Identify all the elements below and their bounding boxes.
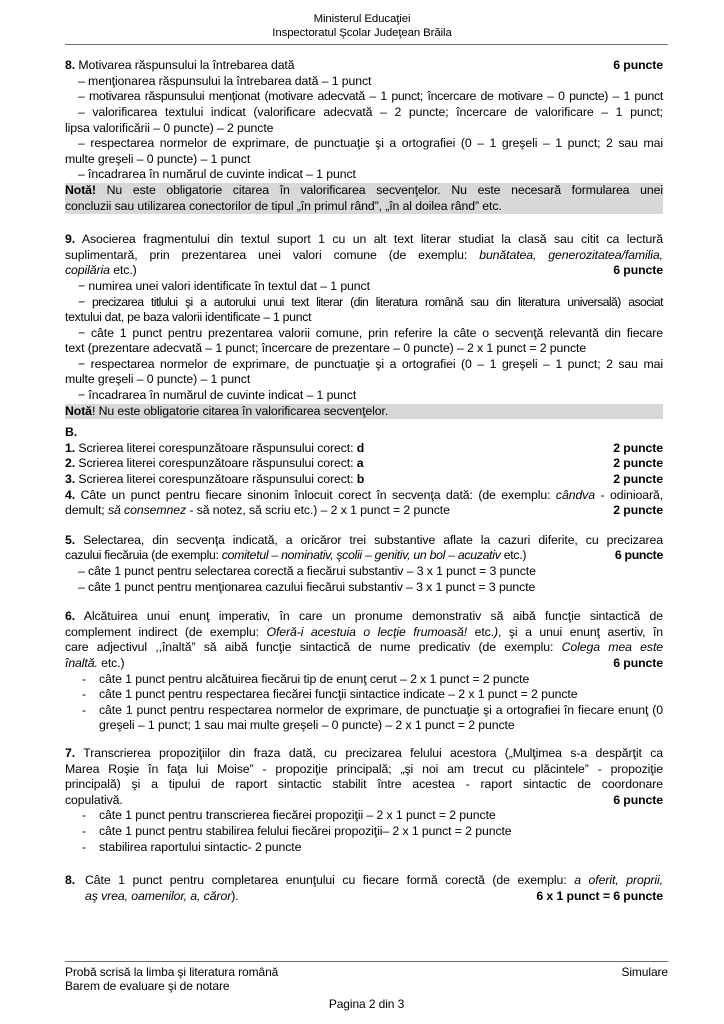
text-run: Scrierea literei corespunzătoare răspunsului corect: [75,472,357,487]
text-run: b [356,472,365,487]
list-item [65,873,663,904]
footer-doc-type: Barem de evaluare şi de notare [65,979,230,993]
text-run: Alcătuirea unui enunţ imperativ, în care un pronume demonstrativ să aibă funcţie sintactică de [75,609,663,624]
text-run: a [356,456,364,471]
text-run: suplimentară, prin prezentarea unei valori comune (de exemplu: [65,247,480,262]
text-line [99,808,663,824]
text-run: 6. [65,609,76,624]
text-run: copilăria [65,263,110,278]
text-line [65,58,663,74]
header-inspectorate: Inspectoratul Şcolar Judeţean Brăila [272,26,452,39]
spacer [65,855,663,873]
list-item [65,672,663,688]
text-run: – menţionarea răspunsului la întrebarea dată – 1 punct [78,73,372,88]
line-text [65,793,605,809]
text-run: înaltă. [65,655,98,670]
text-run: 4. [65,487,76,502]
text-run: etc.) [500,548,527,563]
list-item-body [99,672,663,688]
footer-exam-title: Probă scrisă la limba şi literatura română [65,965,279,979]
text-line [99,703,663,734]
text-run: − respectarea normelor de exprimare, de punctuaţie şi a ortografiei (0 – 1 greşeli – 1 punct; 2 sau mai [78,356,663,371]
text-run: Scrierea literei corespunzătoare răspunsului corect: [75,456,357,471]
spacer [65,214,663,232]
text-line [65,279,663,295]
note-highlight [65,183,663,214]
text-run: - [82,702,86,717]
text-line [65,74,663,90]
list-item [65,840,663,856]
text-run: 1. [65,440,76,455]
text-run: Colega mea este [561,640,664,655]
text-run: copulativă. [65,792,123,807]
text-run: lipsa valorificării – 0 puncte) – 2 puncte [65,120,274,135]
text-line [65,425,663,441]
text-line [85,889,663,905]
text-run: cazului fiecăruia (de exemplu: [65,548,222,563]
text-run: bunătatea, generozitatea/familia, [479,247,663,262]
points-value: 2 puncte [613,472,663,487]
text-run: principală) şi a tipului de raport sintactic stabilit între acestea - raport sintactic de coordonare [65,777,663,792]
text-run: Selectarea, din secvenţa indicată, a oricăror trei substantive aflate la cazuri diferite, cu precizarea [75,532,663,547]
text-run: Notă! [65,182,96,197]
footer-page-number: Pagina 2 din 3 [328,997,405,1011]
footer-exam-type: Simulare [621,965,668,979]
text-line [65,625,663,641]
text-run: multe greşeli – 0 puncte) – 1 punct [65,372,251,387]
text-line [65,404,663,420]
text-run: Transcrierea propoziţiilor din fraza dată, cu precizarea felului acestora („Mulţimea s-a despărţit ca [75,745,663,760]
text-run: - [82,808,86,823]
spacer [65,595,663,609]
list-item-body [99,687,663,703]
footer-rule [65,961,668,962]
points-value: 6 puncte [613,655,663,670]
text-line [65,609,663,625]
text-line [65,136,663,152]
list-item-body [99,703,663,734]
text-line [65,656,663,672]
line-text [65,503,605,519]
text-line [85,873,663,889]
text-run: - [82,823,86,838]
text-line [99,672,663,688]
text-line [65,472,663,488]
text-run: Câte un punct pentru fiecare sinonim înlocuit corect în secvenţa dată: (de exemplu: [75,487,556,502]
text-line [65,793,663,809]
document-body [65,58,663,904]
text-run: care adjectivul ,,înaltă” să aibă funcţie sintactică de nume predicativ (de exemplu: [65,640,562,655]
text-line [65,762,663,778]
list-item [65,824,663,840]
list-marker [65,840,99,856]
header-ministry: Ministerul Educaţiei [313,13,411,25]
text-run: 7. [65,745,76,760]
spacer [65,734,663,746]
list-item-body [99,824,663,840]
header-rule [65,44,668,45]
text-run: câte 1 punct pentru respectarea fiecărei funcţii sintactice indicate – 2 x 1 punct = 2 puncte [99,687,578,702]
note-highlight [65,404,663,420]
list-marker [65,703,99,734]
line-text [65,58,605,74]
page-footer [65,961,668,1011]
text-run: etc. [467,624,495,639]
text-run: B. [65,425,78,440]
text-run: cândva [555,487,595,502]
text-run: 9. [65,232,76,247]
text-line [65,357,663,373]
text-run: − numirea unei valori identificate în textul dat – 1 punct [78,278,370,293]
text-line [65,777,663,793]
text-line [65,263,663,279]
list-marker [65,672,99,688]
text-run: a oferit, proprii, [574,873,664,888]
text-line [65,341,663,357]
list-item [65,808,663,824]
text-run: d [356,440,365,455]
text-run: - [82,687,86,702]
list-marker [65,808,99,824]
line-text [85,889,528,905]
text-run: − încadrarea în numărul de cuvinte indicat – 1 punct [78,388,357,403]
text-line [99,824,663,840]
points-value: 2 puncte [613,456,663,471]
text-run: câte 1 punct pentru transcrierea fiecărei propoziţii – 2 x 1 punct = 2 puncte [99,808,496,823]
text-run: – respectarea normelor de exprimare, de punctuaţie şi a ortografiei (0 – 1 greşeli – 1 punct; 2 sau mai [78,136,663,151]
list-item-body [99,840,663,856]
text-run: text (prezentare adecvată – 1 punct; încercare de prezentare – 0 puncte) – 2 x 1 punct = 2 puncte [65,341,587,356]
text-run: − câte 1 punct pentru prezentarea valorii comune, prin referire la câte o secvenţă relevantă din fiecare [78,325,663,340]
text-line [65,640,663,656]
text-line [65,199,663,215]
text-line [65,746,663,762]
line-text [65,456,605,472]
line-text [65,472,605,488]
text-line [65,310,663,326]
line-text [65,656,605,672]
text-run: 2. [65,456,76,471]
points-value: 6 puncte [613,58,663,73]
text-run: 8. [65,873,76,888]
text-run: ! Nu este obligatorie citarea în valorificarea secvenţelor. [91,403,389,418]
points-value: 2 puncte [613,440,663,455]
text-run: – motivarea răspunsului menţionat (motivare adecvată – 1 punct; încercare de motivare – 0 puncte) – 1 punct [78,89,663,104]
points-value: 6 puncte [613,792,663,807]
text-line [65,167,663,183]
list-item [65,687,663,703]
list-item-body [85,873,663,904]
page-header [0,0,724,40]
text-line [65,488,663,504]
text-run: câte 1 punct pentru stabilirea felului fiecărei propoziţii– 2 x 1 punct = 2 puncte [99,823,512,838]
text-run: ) [494,624,499,639]
text-run: câte 1 punct pentru respectarea normelor de exprimare, de punctuaţie şi a ortografiei în fiecare enunţ (0 greşeli – 1 punct; 1 sau mai multe greşeli – 0 puncte) – 2 x 1 punct = 2 puncte [99,702,663,733]
list-item [65,703,663,734]
line-text [65,263,605,279]
text-line [65,456,663,472]
text-run: concluzii sau utilizarea conectorilor de tipul „în primul rând”, „în al doilea rând” etc. [65,198,502,213]
text-line [65,326,663,342]
spacer [65,519,663,533]
points-value: 6 x 1 punct = 6 puncte [536,888,663,903]
text-run: textului dat, pe baza valorii identificate – 1 punct [65,310,312,325]
text-run: câte 1 punct pentru alcătuirea fiecărui tip de enunţ cerut – 2 x 1 punct = 2 puncte [99,671,530,686]
list-marker [65,873,85,904]
text-run: - [82,671,86,686]
text-run: stabilirea raportului sintactic- 2 puncte [99,839,302,854]
text-run: 3. [65,472,76,487]
text-line [65,89,663,105]
text-line [65,533,663,549]
text-line [65,564,663,580]
text-run: demult; [65,503,108,518]
text-line [65,580,663,596]
text-run: Nu este obligatorie citarea în valorificarea secvenţelor. Nu este necesară formularea unei [95,182,663,197]
text-line [65,248,663,264]
list-marker [65,687,99,703]
text-run: - să notez, să scriu etc.) – 2 x 1 punct = 2 puncte [186,503,450,518]
line-text [65,548,607,564]
text-run: Oferă-i acestuia o lecţie frumoasă! [266,624,468,639]
text-line [65,121,663,137]
text-run: comitetul – nominativ, şcolii – genitiv, un bol – acuzativ [221,548,501,563]
text-run: − precizarea titlului şi a autorului unui text literar (din literatura română sau din literatura universală) asociat [78,294,663,309]
text-run: Notă [65,403,92,418]
text-run: – câte 1 punct pentru selectarea corectă a fiecărui substantiv – 3 x 1 punct = 3 puncte [78,564,536,578]
text-run: etc.) [97,655,125,670]
text-line [65,232,663,248]
text-run: aş vrea, oamenilor, a, căror [85,888,232,903]
text-run: ). [231,888,239,903]
text-line [65,548,663,564]
text-run: Motivarea răspunsului la întrebarea dată [75,58,295,73]
line-text [65,441,605,457]
text-line [65,183,663,199]
list-marker [65,824,99,840]
text-line [99,687,663,703]
points-value: 6 puncte [613,263,663,278]
points-value: 2 puncte [613,503,663,518]
text-run: – câte 1 punct pentru menţionarea cazului fiecărui substantiv – 3 x 1 punct = 3 puncte [78,579,536,594]
text-run: - odinioară, [594,487,664,502]
text-run: 5. [65,532,76,547]
text-run: , şi a unui enunţ asertiv, în [498,624,663,639]
text-line [65,152,663,168]
text-line [65,372,663,388]
text-run: Scrierea literei corespunzătoare răspunsului corect: [75,440,357,455]
text-run: Marea Roşie în faţa lui Moise” - propoziţie principală; „şi noi am trecut cu plăcintele” - propoziţie [65,761,663,776]
text-line [65,105,663,121]
text-run: 8. [65,58,76,73]
text-line [65,295,663,311]
text-line [65,503,663,519]
text-run: – încadrarea în numărul de cuvinte indicat – 1 punct [78,167,356,182]
text-run: complement indirect (de exemplu: [65,624,267,639]
text-line [65,388,663,404]
list-item-body [99,808,663,824]
text-run: – valorificarea textului indicat (valorificare adecvată – 2 puncte; încercare de valorificare – 1 punct; [78,104,663,119]
points-value: 6 puncte [614,548,663,563]
text-run: - [82,839,86,854]
text-run: multe greşeli – 0 puncte) – 1 punct [65,151,251,166]
text-run: să consemnez [107,503,187,518]
text-run: etc.) [109,263,137,278]
text-run: Câte 1 punct pentru completarea enunţului cu fiecare formă corectă (de exemplu: [85,873,575,888]
text-line [65,441,663,457]
text-line [99,840,663,856]
text-run: Asocierea fragmentului din textul suport 1 cu un alt text literar studiat la clasă sau citit ca lectură [75,232,663,247]
